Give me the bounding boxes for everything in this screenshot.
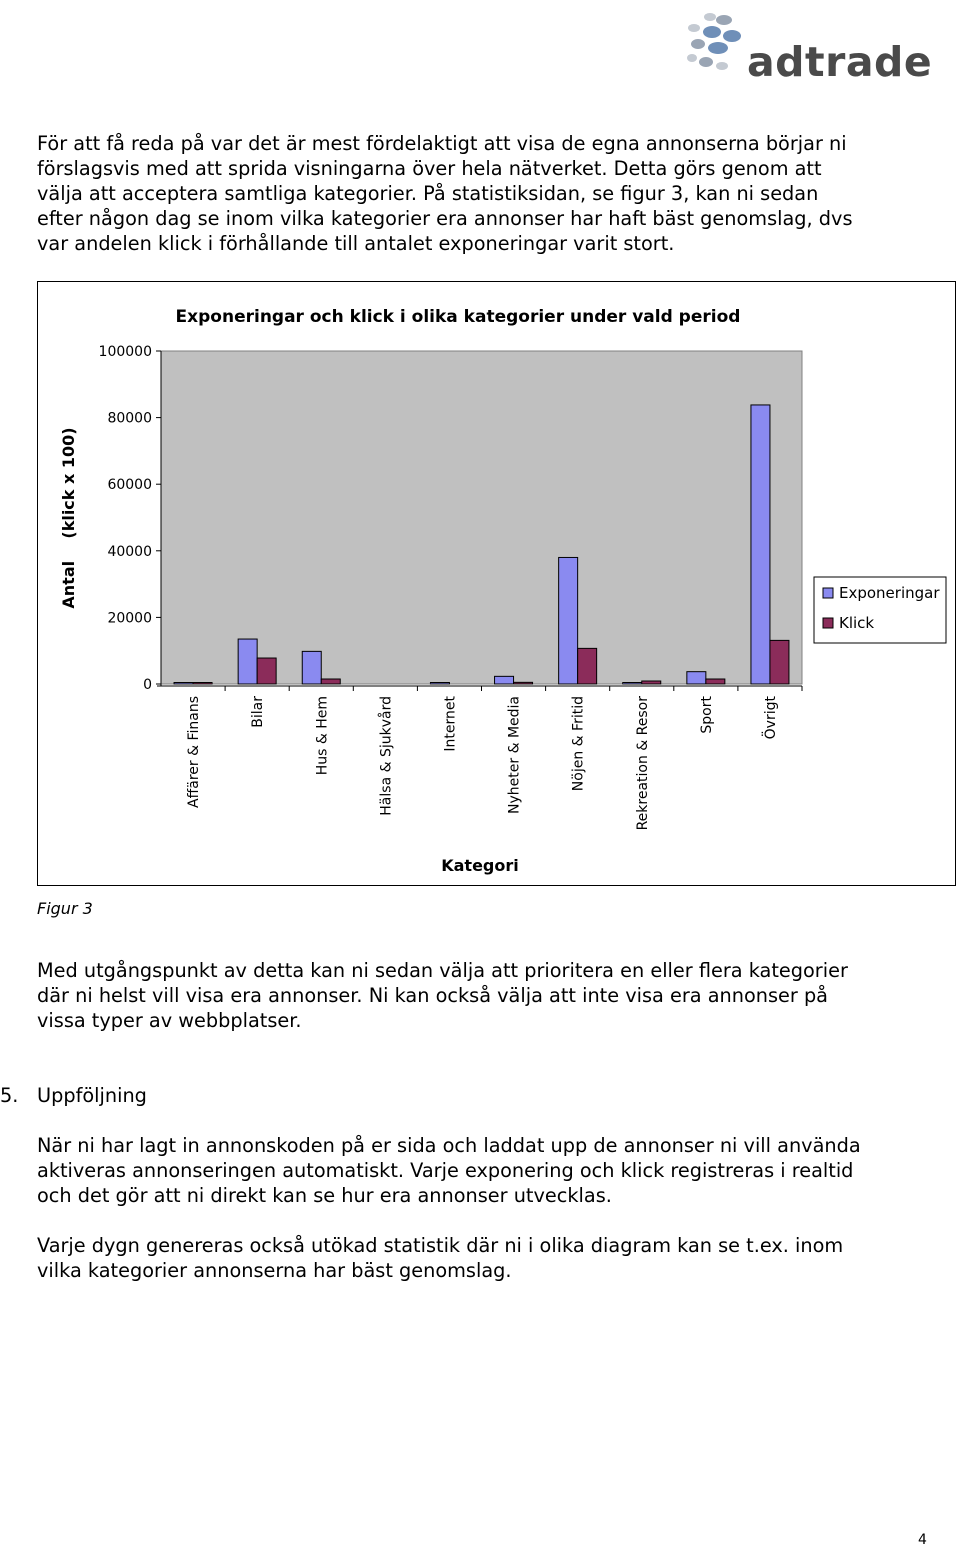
- bar-exponeringar: [174, 683, 193, 685]
- paragraph-prioritize: [37, 958, 927, 1033]
- section-number: 5.: [0, 1084, 19, 1107]
- bar-klick: [514, 682, 533, 684]
- paragraph-daily-stats: [37, 1233, 927, 1283]
- plot-area: [161, 351, 802, 684]
- intro-line: välja att acceptera samtliga kategorier. På statistiksidan, se figur 3, kan ni sedan: [37, 182, 819, 205]
- intro-line: efter någon dag se inom vilka kategorier era annonser har haft bäst genomslag, dvs: [37, 207, 853, 230]
- para-line: aktiveras annonseringen automatiskt. Varje exponering och klick registreras i realtid: [37, 1159, 854, 1182]
- bar-klick: [193, 683, 212, 685]
- intro-line: För att få reda på var det är mest fördelaktigt att visa de egna annonserna börjar ni: [37, 132, 847, 155]
- y-axis-label: Antal (klick x 100): [59, 427, 78, 609]
- x-tick-label: Internet: [442, 696, 459, 752]
- legend-label: Exponeringar: [839, 584, 940, 602]
- bar-exponeringar: [302, 651, 321, 684]
- bar-exponeringar: [495, 676, 514, 684]
- para-line: vilka kategorier annonserna har bäst genomslag.: [37, 1259, 512, 1282]
- x-tick-label: Övrigt: [762, 696, 779, 740]
- figure-caption: Figur 3: [37, 899, 93, 918]
- bar-klick: [578, 648, 597, 684]
- x-tick-label: Hus & Hem: [314, 696, 331, 776]
- bar-exponeringar: [623, 683, 642, 685]
- paragraph-activation: [37, 1133, 927, 1208]
- y-tick-label: 60000: [107, 477, 152, 494]
- bar-exponeringar: [751, 405, 770, 684]
- legend-label: Klick: [839, 614, 875, 632]
- para-line: vissa typer av webbplatser.: [37, 1009, 302, 1032]
- x-tick-label: Sport: [698, 696, 715, 734]
- legend-swatch: [823, 618, 833, 628]
- section-heading: [0, 1083, 147, 1108]
- y-tick-label: 80000: [107, 410, 152, 427]
- x-tick-label: Bilar: [250, 696, 267, 728]
- x-axis-label: Kategori: [441, 856, 519, 875]
- intro-paragraph: [37, 131, 927, 256]
- bar-exponeringar: [238, 639, 257, 684]
- bar-klick: [257, 658, 276, 684]
- bar-klick: [321, 679, 340, 684]
- para-line: där ni helst vill visa era annonser. Ni kan också välja att inte visa era annonser på: [37, 984, 829, 1007]
- x-tick-label: Nöjen & Fritid: [570, 696, 587, 792]
- bar-klick: [706, 679, 725, 684]
- page-number: 4: [918, 1532, 927, 1548]
- y-tick-label: 40000: [107, 543, 152, 560]
- x-tick-label: Nyheter & Media: [506, 696, 523, 814]
- bar-exponeringar: [430, 683, 449, 685]
- bar-exponeringar: [687, 672, 706, 684]
- x-tick-label: Rekreation & Resor: [634, 696, 651, 831]
- intro-line: var andelen klick i förhållande till antalet exponeringar varit stort.: [37, 232, 675, 255]
- y-tick-label: 0: [143, 677, 152, 693]
- bar-klick: [770, 640, 789, 684]
- legend-swatch: [823, 588, 833, 598]
- x-tick-label: Affärer & Finans: [186, 696, 203, 808]
- bar-exponeringar: [559, 557, 578, 684]
- y-tick-label: 20000: [107, 610, 152, 627]
- logo-text: adtrade: [747, 38, 933, 86]
- x-tick-label: Hälsa & Sjukvård: [378, 696, 395, 816]
- chart-title: Exponeringar och klick i olika kategorier under vald period: [175, 307, 741, 327]
- section-title: Uppföljning: [37, 1084, 147, 1107]
- intro-line: förslagsvis med att sprida visningarna över hela nätverket. Detta görs genom att: [37, 157, 822, 180]
- bar-chart-svg: [38, 282, 957, 887]
- para-line: och det gör att ni direkt kan se hur era annonser utvecklas.: [37, 1184, 612, 1207]
- para-line: Varje dygn genereras också utökad statistik där ni i olika diagram kan se t.ex. inom: [37, 1234, 844, 1257]
- y-tick-label: 100000: [98, 344, 152, 360]
- bar-klick: [642, 681, 661, 684]
- adtrade-logo: [672, 8, 932, 103]
- para-line: Med utgångspunkt av detta kan ni sedan välja att prioritera en eller flera kategorier: [37, 959, 848, 982]
- figure-3-chart: [37, 281, 956, 886]
- para-line: När ni har lagt in annonskoden på er sida och laddat upp de annonser ni vill använda: [37, 1134, 861, 1157]
